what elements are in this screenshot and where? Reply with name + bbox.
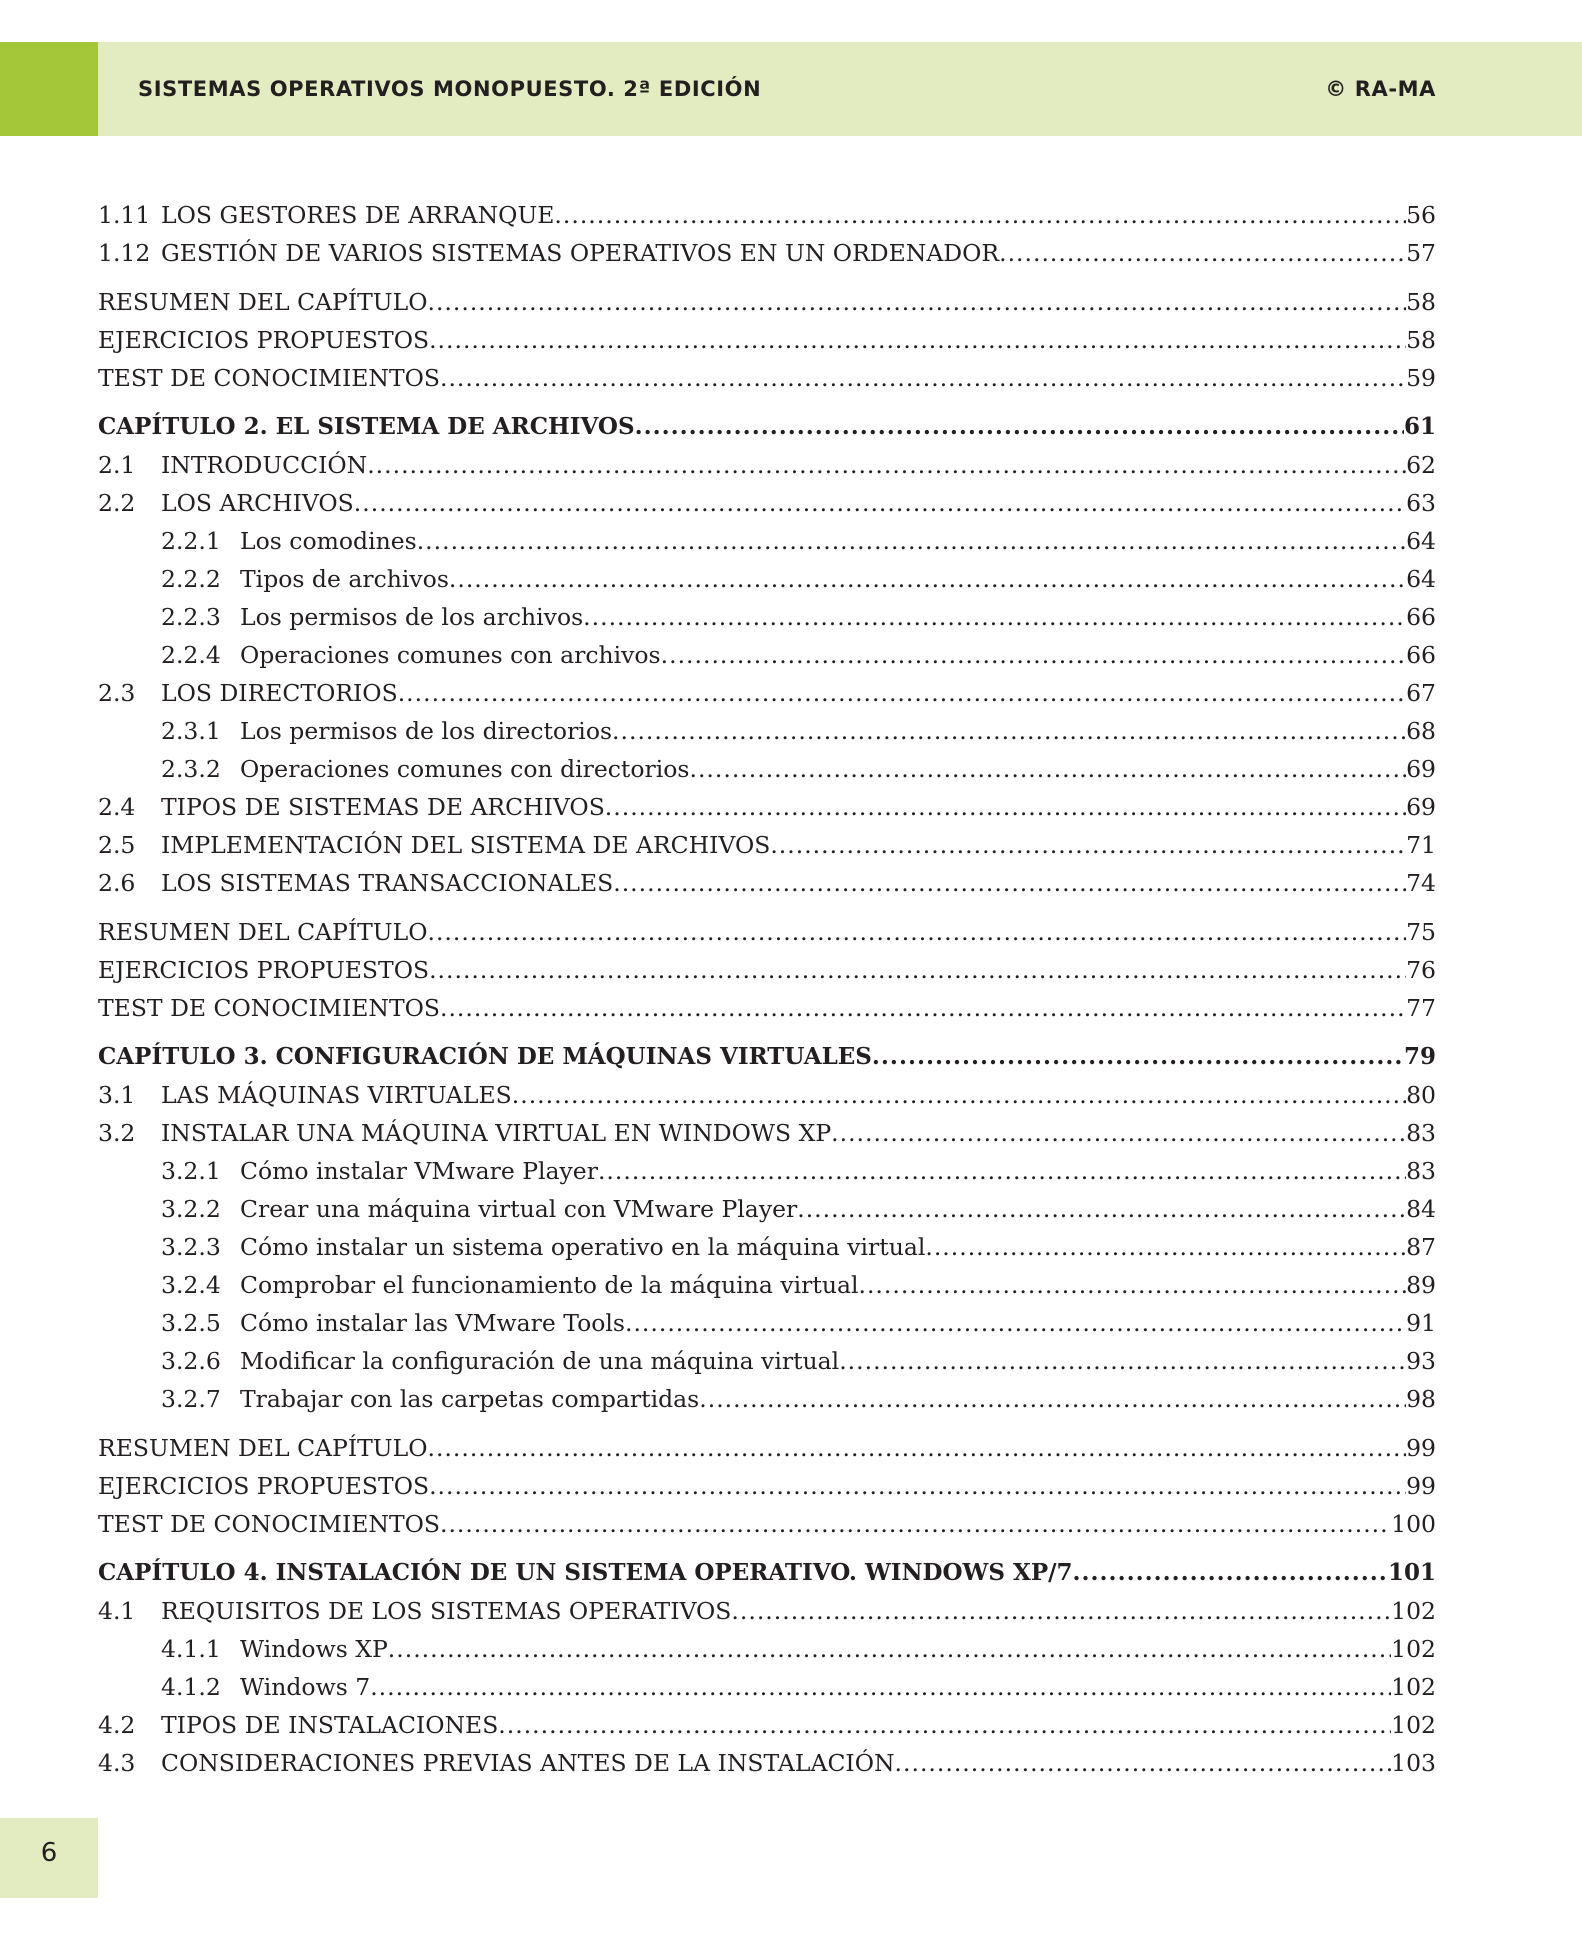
toc-entry-title: Operaciones comunes con archivos	[240, 641, 661, 669]
dot-leader	[699, 1380, 1406, 1418]
toc-subsection-entry	[98, 1668, 1436, 1706]
toc-subsection-entry	[98, 560, 1436, 598]
toc-summary-entry	[98, 1505, 1436, 1543]
toc-subsection-entry	[98, 598, 1436, 636]
dot-leader	[427, 283, 1406, 321]
toc-entry-number: 2.4	[98, 793, 136, 821]
toc-section-entry	[98, 446, 1436, 484]
toc-entry-page: 83	[1406, 1119, 1436, 1147]
dot-leader	[367, 446, 1406, 484]
toc-entry-page: 66	[1406, 603, 1436, 631]
toc-entry-title: Trabajar con las carpetas compartidas	[240, 1385, 700, 1413]
toc-entry-title: TEST DE CONOCIMIENTOS	[98, 994, 440, 1022]
toc-entry-title: TIPOS DE INSTALACIONES	[161, 1711, 499, 1739]
toc-entry-number: 4.1.1	[161, 1635, 221, 1663]
toc-entry-title: LOS GESTORES DE ARRANQUE	[161, 201, 555, 229]
toc-entry-page: 63	[1406, 489, 1436, 517]
toc-summary-entry	[98, 321, 1436, 359]
dot-leader	[635, 408, 1404, 446]
toc-entry-title: RESUMEN DEL CAPÍTULO	[98, 918, 428, 946]
toc-section-entry	[98, 1114, 1436, 1152]
toc-entry-title: EJERCICIOS PROPUESTOS	[98, 326, 430, 354]
toc-section-entry	[98, 1744, 1436, 1782]
toc-entry-number: 3.2.4	[161, 1271, 221, 1299]
toc-entry-title: REQUISITOS DE LOS SISTEMAS OPERATIVOS	[161, 1597, 732, 1625]
toc-entry-page: 103	[1391, 1749, 1436, 1777]
dot-leader	[427, 1429, 1406, 1467]
header-accent-block	[0, 42, 98, 136]
toc-entry-title: Los permisos de los directorios	[240, 717, 613, 745]
toc-entry-number: 2.2.1	[161, 527, 221, 555]
toc-entry-page: 57	[1406, 239, 1436, 267]
dot-leader	[440, 359, 1406, 397]
toc-entry-number: 2.6	[98, 869, 136, 897]
toc-entry-title: LOS SISTEMAS TRANSACCIONALES	[161, 869, 614, 897]
page-number: 6	[40, 1838, 58, 1868]
toc-entry-page: 75	[1406, 918, 1436, 946]
toc-chapter-entry	[98, 1554, 1436, 1592]
toc-entry-title: Comprobar el funcionamiento de la máquina virtual	[240, 1271, 859, 1299]
toc-section-entry	[98, 1592, 1436, 1630]
toc-entry-number: 1.12	[98, 239, 151, 267]
toc-subsection-entry	[98, 1630, 1436, 1668]
toc-subsection-entry	[98, 1304, 1436, 1342]
toc-entry-number: 2.2.3	[161, 603, 221, 631]
toc-entry-page: 77	[1406, 994, 1436, 1022]
toc-entry-title: Cómo instalar un sistema operativo en la máquina virtual	[240, 1233, 926, 1261]
toc-entry-title: TIPOS DE SISTEMAS DE ARCHIVOS	[161, 793, 605, 821]
dot-leader	[370, 1668, 1391, 1706]
dot-leader	[429, 951, 1406, 989]
toc-section-entry	[98, 788, 1436, 826]
toc-entry-page: 83	[1406, 1157, 1436, 1185]
toc-entry-page: 91	[1406, 1309, 1436, 1337]
toc-entry-page: 62	[1406, 451, 1436, 479]
toc-entry-page: 76	[1406, 956, 1436, 984]
toc-entry-title: Tipos de archivos	[240, 565, 449, 593]
toc-entry-title: IMPLEMENTACIÓN DEL SISTEMA DE ARCHIVOS	[161, 831, 771, 859]
toc-entry-number: 2.3.2	[161, 755, 221, 783]
toc-subsection-entry	[98, 1152, 1436, 1190]
toc-section-entry	[98, 1076, 1436, 1114]
toc-entry-title: Cómo instalar VMware Player	[240, 1157, 598, 1185]
toc-entry-title: Cómo instalar las VMware Tools	[240, 1309, 625, 1337]
toc-chapter-entry	[98, 1038, 1436, 1076]
dot-leader	[427, 913, 1406, 951]
toc-section-entry	[98, 196, 1436, 234]
toc-entry-number: 4.2	[98, 1711, 136, 1739]
toc-entry-number: 2.3.1	[161, 717, 221, 745]
dot-leader	[388, 1630, 1391, 1668]
toc-subsection-entry	[98, 1228, 1436, 1266]
dot-leader	[797, 1190, 1406, 1228]
toc-entry-title: RESUMEN DEL CAPÍTULO	[98, 1434, 428, 1462]
toc-entry-page: 87	[1406, 1233, 1436, 1261]
toc-subsection-entry	[98, 636, 1436, 674]
running-header-publisher: © RA-MA	[1325, 77, 1436, 101]
toc-entry-title: LOS DIRECTORIOS	[161, 679, 398, 707]
toc-entry-title: CAPÍTULO 4. INSTALACIÓN DE UN SISTEMA OPERATIVO. WINDOWS XP/7	[98, 1559, 1073, 1586]
toc-entry-number: 2.1	[98, 451, 136, 479]
toc-entry-page: 66	[1406, 641, 1436, 669]
toc-entry-number: 3.2.3	[161, 1233, 221, 1261]
toc-entry-title: TEST DE CONOCIMIENTOS	[98, 364, 440, 392]
toc-entry-number: 3.2.2	[161, 1195, 221, 1223]
toc-entry-page: 84	[1406, 1195, 1436, 1223]
toc-subsection-entry	[98, 1190, 1436, 1228]
dot-leader	[429, 1467, 1406, 1505]
dot-leader	[612, 712, 1406, 750]
toc-section-entry	[98, 484, 1436, 522]
toc-entry-title: Operaciones comunes con directorios	[240, 755, 690, 783]
dot-leader	[770, 826, 1406, 864]
dot-leader	[583, 598, 1406, 636]
toc-entry-title: Windows XP	[240, 1635, 388, 1663]
toc-entry-title: RESUMEN DEL CAPÍTULO	[98, 288, 428, 316]
toc-entry-title: INTRODUCCIÓN	[161, 451, 368, 479]
dot-leader	[398, 674, 1406, 712]
toc-entry-page: 58	[1406, 326, 1436, 354]
toc-summary-entry	[98, 1467, 1436, 1505]
toc-summary-entry	[98, 989, 1436, 1027]
dot-leader	[429, 321, 1406, 359]
toc-entry-page: 102	[1391, 1673, 1436, 1701]
dot-leader	[440, 989, 1406, 1027]
toc-entry-title: Modificar la configuración de una máquina virtual	[240, 1347, 840, 1375]
toc-entry-title: Crear una máquina virtual con VMware Player	[240, 1195, 798, 1223]
toc-entry-page: 58	[1406, 288, 1436, 316]
toc-entry-title: CAPÍTULO 2. EL SISTEMA DE ARCHIVOS	[98, 413, 635, 440]
toc-entry-page: 74	[1406, 869, 1436, 897]
dot-leader	[449, 560, 1406, 598]
toc-entry-number: 2.3	[98, 679, 136, 707]
toc-summary-entry	[98, 283, 1436, 321]
toc-subsection-entry	[98, 750, 1436, 788]
toc-entry-title: CONSIDERACIONES PREVIAS ANTES DE LA INSTALACIÓN	[161, 1749, 895, 1777]
toc-entry-number: 4.3	[98, 1749, 136, 1777]
toc-entry-number: 2.2.4	[161, 641, 221, 669]
toc-subsection-entry	[98, 1266, 1436, 1304]
toc-entry-number: 3.1	[98, 1081, 136, 1109]
toc-entry-title: Los permisos de los archivos	[240, 603, 584, 631]
toc-entry-page: 80	[1406, 1081, 1436, 1109]
running-header-title: SISTEMAS OPERATIVOS MONOPUESTO. 2ª EDICIÓN	[138, 77, 762, 101]
toc-section-entry	[98, 674, 1436, 712]
toc-entry-number: 4.1	[98, 1597, 136, 1625]
dot-leader	[858, 1266, 1406, 1304]
toc-entry-page: 64	[1406, 527, 1436, 555]
toc-summary-entry	[98, 913, 1436, 951]
toc-entry-page: 93	[1406, 1347, 1436, 1375]
toc-subsection-entry	[98, 522, 1436, 560]
toc-entry-number: 4.1.2	[161, 1673, 221, 1701]
toc-entry-title: INSTALAR UNA MÁQUINA VIRTUAL EN WINDOWS XP	[161, 1119, 832, 1147]
toc-section-entry	[98, 1706, 1436, 1744]
toc-entry-number: 3.2	[98, 1119, 136, 1147]
toc-summary-entry	[98, 1429, 1436, 1467]
toc-subsection-entry	[98, 1380, 1436, 1418]
table-of-contents	[98, 196, 1436, 1782]
toc-section-entry	[98, 864, 1436, 902]
toc-entry-page: 102	[1391, 1597, 1436, 1625]
toc-subsection-entry	[98, 712, 1436, 750]
toc-entry-title: GESTIÓN DE VARIOS SISTEMAS OPERATIVOS EN UN ORDENADOR	[161, 239, 1000, 267]
toc-entry-number: 3.2.7	[161, 1385, 221, 1413]
toc-entry-page: 99	[1406, 1472, 1436, 1500]
toc-entry-title: Los comodines	[240, 527, 417, 555]
toc-entry-page: 102	[1391, 1711, 1436, 1739]
toc-entry-page: 71	[1406, 831, 1436, 859]
toc-entry-number: 2.2	[98, 489, 136, 517]
toc-entry-page: 102	[1391, 1635, 1436, 1663]
dot-leader	[354, 484, 1406, 522]
toc-entry-title: TEST DE CONOCIMIENTOS	[98, 1510, 440, 1538]
dot-leader	[925, 1228, 1406, 1266]
toc-entry-title: LOS ARCHIVOS	[161, 489, 354, 517]
toc-entry-page: 79	[1403, 1043, 1436, 1070]
dot-leader	[417, 522, 1406, 560]
toc-entry-number: 3.2.6	[161, 1347, 221, 1375]
toc-entry-page: 68	[1406, 717, 1436, 745]
toc-section-entry	[98, 234, 1436, 272]
toc-entry-page: 56	[1406, 201, 1436, 229]
dot-leader	[731, 1592, 1391, 1630]
dot-leader	[839, 1342, 1406, 1380]
toc-entry-page: 61	[1403, 413, 1436, 440]
dot-leader	[613, 864, 1406, 902]
toc-subsection-entry	[98, 1342, 1436, 1380]
dot-leader	[625, 1304, 1406, 1342]
toc-entry-page: 67	[1406, 679, 1436, 707]
dot-leader	[440, 1505, 1391, 1543]
toc-entry-page: 69	[1406, 793, 1436, 821]
toc-section-entry	[98, 826, 1436, 864]
dot-leader	[831, 1114, 1406, 1152]
dot-leader	[661, 636, 1406, 674]
dot-leader	[598, 1152, 1406, 1190]
toc-summary-entry	[98, 359, 1436, 397]
toc-entry-page: 101	[1387, 1559, 1436, 1586]
dot-leader	[872, 1038, 1404, 1076]
toc-entry-page: 89	[1406, 1271, 1436, 1299]
dot-leader	[895, 1744, 1392, 1782]
toc-entry-title: CAPÍTULO 3. CONFIGURACIÓN DE MÁQUINAS VIRTUALES	[98, 1043, 872, 1070]
toc-entry-page: 69	[1406, 755, 1436, 783]
dot-leader	[689, 750, 1406, 788]
toc-entry-title: EJERCICIOS PROPUESTOS	[98, 956, 430, 984]
toc-summary-entry	[98, 951, 1436, 989]
toc-entry-page: 98	[1406, 1385, 1436, 1413]
toc-entry-page: 100	[1391, 1510, 1436, 1538]
dot-leader	[605, 788, 1406, 826]
dot-leader	[999, 234, 1406, 272]
toc-entry-page: 99	[1406, 1434, 1436, 1462]
toc-entry-number: 3.2.5	[161, 1309, 221, 1337]
toc-entry-title: Windows 7	[240, 1673, 371, 1701]
dot-leader	[512, 1076, 1406, 1114]
toc-chapter-entry	[98, 408, 1436, 446]
toc-entry-number: 3.2.1	[161, 1157, 221, 1185]
toc-entry-number: 1.11	[98, 201, 151, 229]
toc-entry-number: 2.2.2	[161, 565, 221, 593]
dot-leader	[554, 196, 1406, 234]
dot-leader	[498, 1706, 1391, 1744]
toc-entry-title: LAS MÁQUINAS VIRTUALES	[161, 1081, 512, 1109]
dot-leader	[1073, 1554, 1388, 1592]
toc-entry-page: 59	[1406, 364, 1436, 392]
toc-entry-page: 64	[1406, 565, 1436, 593]
toc-entry-number: 2.5	[98, 831, 136, 859]
toc-entry-title: EJERCICIOS PROPUESTOS	[98, 1472, 430, 1500]
